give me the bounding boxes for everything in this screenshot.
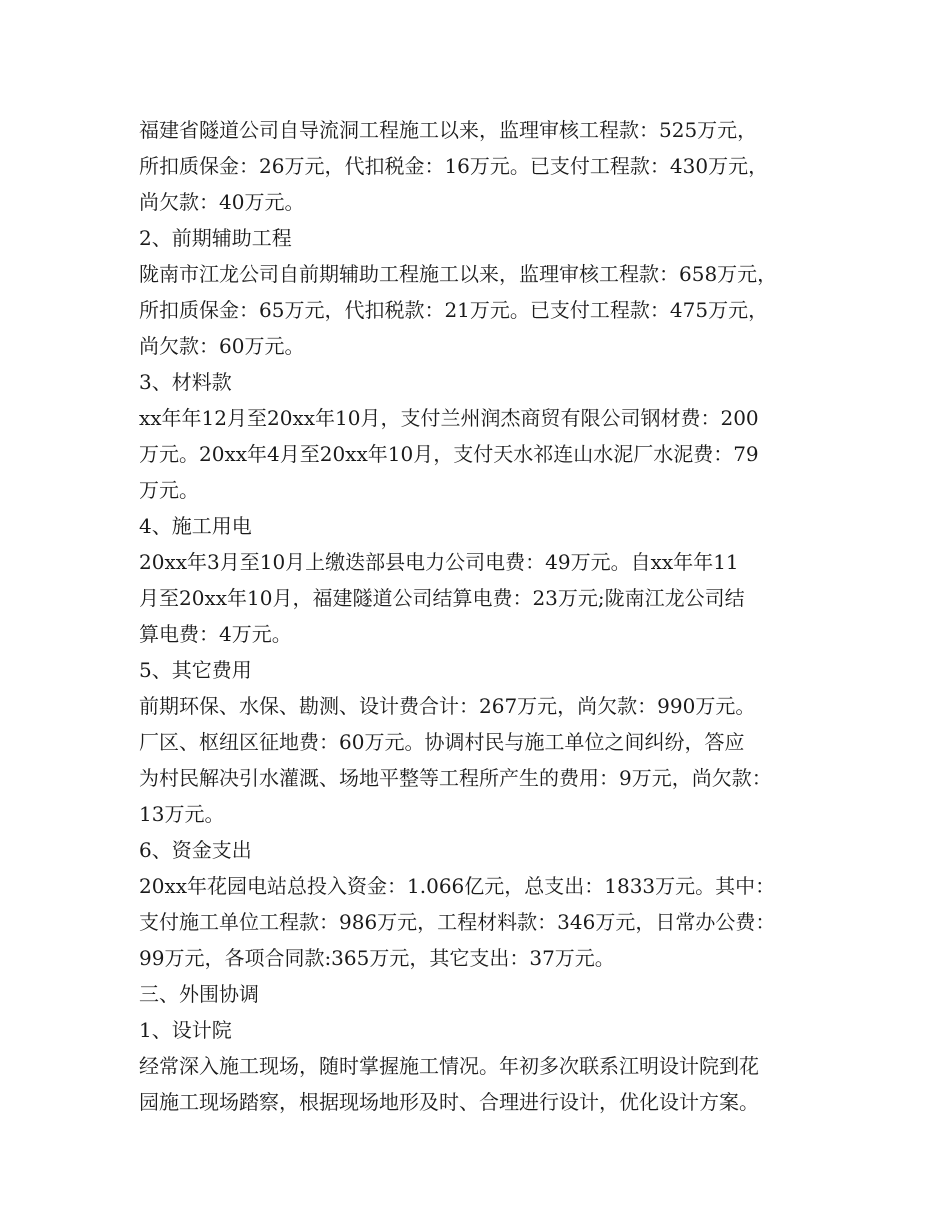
document-body [139, 112, 839, 1120]
paragraph-line: 尚欠款：40万元。 [139, 190, 305, 214]
paragraph-line: 99万元，各项合同款:365万元，其它支出：37万元。 [139, 946, 615, 970]
paragraph-line: 20xx年花园电站总投入资金：1.066亿元，总支出：1833万元。其中： [139, 874, 776, 898]
paragraph-line: 算电费：4万元。 [139, 622, 292, 646]
paragraph-line: 陇南市江龙公司自前期辅助工程施工以来，监理审核工程款：658万元， [139, 262, 778, 286]
section-heading: 1、设计院 [139, 1018, 232, 1042]
section-heading: 3、材料款 [139, 370, 232, 394]
paragraph-line: 厂区、枢纽区征地费：60万元。协调村民与施工单位之间纠纷，答应 [139, 730, 745, 754]
paragraph-line: 为村民解决引水灌溉、场地平整等工程所产生的费用：9万元，尚欠款： [139, 766, 772, 790]
section-heading: 5、其它费用 [139, 658, 252, 682]
paragraph-line: 福建省隧道公司自导流洞工程施工以来，监理审核工程款：525万元， [139, 118, 758, 142]
paragraph-line: 支付施工单位工程款：986万元，工程材料款：346万元，日常办公费： [139, 910, 776, 934]
section-heading: 2、前期辅助工程 [139, 226, 292, 250]
section-heading: 4、施工用电 [139, 514, 252, 538]
section-heading: 6、资金支出 [139, 838, 252, 862]
paragraph-line: 尚欠款：60万元。 [139, 334, 305, 358]
paragraph-line: 13万元。 [139, 802, 225, 826]
paragraph-line: 经常深入施工现场，随时掌握施工情况。年初多次联系江明设计院到花 [139, 1054, 759, 1078]
paragraph-line: 园施工现场踏察，根据现场地形及时、合理进行设计，优化设计方案。 [139, 1090, 759, 1114]
paragraph-line: 月至20xx年10月，福建隧道公司结算电费：23万元;陇南江龙公司结 [139, 586, 745, 610]
paragraph-line: xx年年12月至20xx年10月，支付兰州润杰商贸有限公司钢材费：200 [139, 406, 759, 430]
paragraph-line: 20xx年3月至10月上缴迭部县电力公司电费：49万元。自xx年年11 [139, 550, 739, 574]
chapter-heading: 三、外围协调 [139, 982, 259, 1006]
paragraph-line: 所扣质保金：26万元，代扣税金：16万元。已支付工程款：430万元， [139, 154, 769, 178]
paragraph-line: 前期环保、水保、勘测、设计费合计：267万元，尚欠款：990万元。 [139, 694, 756, 718]
paragraph-line: 所扣质保金：65万元，代扣税款：21万元。已支付工程款：475万元， [139, 298, 769, 322]
paragraph-line: 万元。20xx年4月至20xx年10月，支付天水祁连山水泥厂水泥费：79 [139, 442, 759, 466]
paragraph-line: 万元。 [139, 478, 199, 502]
